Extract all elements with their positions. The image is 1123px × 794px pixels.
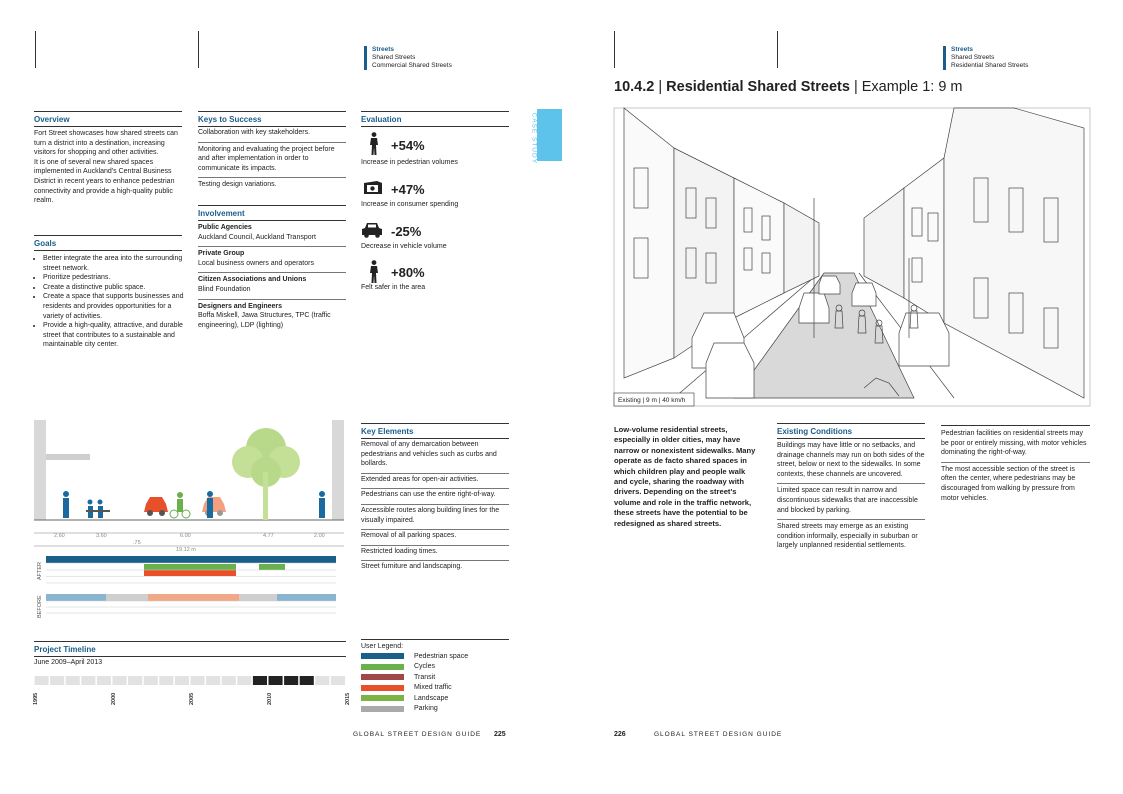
overview-heading: Overview — [34, 111, 182, 127]
top-rule — [777, 31, 778, 68]
timeline-year-block — [222, 676, 236, 685]
before-traffic-bar — [148, 594, 239, 601]
after-label: AFTER — [37, 561, 43, 580]
key-item: Monitoring and evaluating the project before and after implementation in order to communicate its impacts. — [198, 143, 346, 179]
col3-paragraph: Pedestrian facilities on residential streets may be poor or entirely missing, with motor vehicles dominating the right-of-way. — [941, 427, 1090, 463]
key-element-item: Removal of all parking spaces. — [361, 530, 509, 546]
dimension-total: 19.12 m — [176, 547, 196, 553]
involvement-group — [198, 221, 346, 247]
legend — [361, 639, 509, 714]
timeline-year-block — [35, 676, 49, 685]
timeline-year-label: 1995 — [33, 692, 39, 705]
col3-paragraph: The most accessible section of the street is often the center, where pedestrians may be discouraged from walking by pressure from motor vehicles. — [941, 465, 1076, 502]
after-landscape-bar — [259, 564, 285, 570]
legend-item — [361, 662, 509, 673]
legend-item — [361, 651, 509, 662]
involvement-title: Public Agencies — [198, 224, 252, 231]
building-left — [34, 420, 46, 520]
breadcrumb — [364, 46, 452, 70]
before-parking-bar — [239, 594, 277, 601]
timeline-year-label: 2010 — [267, 692, 273, 705]
legend-swatch — [361, 685, 404, 691]
dimension-label: 2.60 — [54, 533, 65, 539]
car-icon — [361, 222, 383, 238]
timeline-year-block — [113, 676, 127, 685]
evaluation-value: +80% — [391, 265, 425, 280]
evaluation-heading: Evaluation — [361, 111, 509, 127]
illustration-caption: Existing | 9 m | 40 km/h — [618, 397, 686, 404]
involvement-title: Designers and Engineers — [198, 302, 283, 310]
key-elements-list — [361, 439, 509, 576]
dimension-label: 2.00 — [314, 533, 325, 539]
key-element-item: Street furniture and landscaping. — [361, 563, 463, 571]
timeline-year-label: 2005 — [189, 692, 195, 705]
existing-conditions-list — [777, 439, 925, 555]
legend-item — [361, 683, 509, 694]
legend-swatch — [361, 674, 404, 680]
timeline-heading: Project Timeline — [34, 641, 346, 657]
key-item: Testing design variations. — [198, 181, 277, 189]
before-parking-bar — [106, 594, 148, 601]
timeline-year-block — [253, 676, 267, 685]
dimension-label: 6.00 — [180, 533, 191, 539]
timeline-bar — [33, 675, 351, 707]
key-element-item: Pedestrians can use the entire right-of-way. — [361, 489, 509, 505]
goals-list — [34, 254, 184, 350]
breadcrumb — [943, 46, 1028, 70]
goal-item: • Create a distinctive public space. — [43, 283, 184, 293]
involvement-group — [198, 273, 346, 299]
timeline-range: June 2009–April 2013 — [34, 659, 103, 666]
timeline-year-block — [128, 676, 142, 685]
timeline-year-block — [237, 676, 251, 685]
legend-label: Landscape — [414, 694, 449, 702]
legend-swatch — [361, 706, 404, 712]
goal-item: • Create a space that supports businesses and residents and provides opportunities for a variety of activities. — [43, 292, 184, 321]
before-label: BEFORE — [37, 595, 43, 618]
timeline-year-block — [66, 676, 80, 685]
dimension-label: .75 — [133, 540, 141, 546]
timeline-year-block — [50, 676, 64, 685]
key-elements-heading: Key Elements — [361, 423, 509, 439]
timeline-year-block — [284, 676, 298, 685]
page-number: 225 — [494, 731, 506, 738]
legend-title: User Legend: — [361, 643, 404, 650]
timeline-year-block — [144, 676, 158, 685]
key-element-item: Restricted loading times. — [361, 546, 509, 562]
existing-item: Limited space can result in narrow and discontinuous sidewalks that are inaccessible and blocked by parking. — [777, 484, 925, 520]
timeline-year-label: 2000 — [111, 692, 117, 705]
key-element-item: Removal of any demarcation between pedestrians and vehicles such as curbs and bollards. — [361, 439, 509, 474]
timeline-year-block — [300, 676, 314, 685]
breadcrumb-level1[interactable]: Streets — [951, 46, 974, 53]
timeline-year-block — [159, 676, 173, 685]
evaluation-label: Felt safer in the area — [361, 284, 426, 291]
key-element-item: Extended areas for open-air activities. — [361, 474, 509, 490]
legend-item — [361, 704, 509, 715]
timeline-year-block — [269, 676, 283, 685]
involvement-title: Citizen Associations and Unions — [198, 276, 307, 284]
goal-item: • Prioritize pedestrians. — [43, 273, 184, 283]
evaluation-item — [361, 130, 511, 172]
timeline-year-block — [81, 676, 95, 685]
case-study-tab-block — [537, 109, 562, 161]
evaluation-value: +47% — [391, 182, 425, 197]
footer-title: GLOBAL STREET DESIGN GUIDE — [654, 731, 783, 738]
evaluation-item — [361, 220, 511, 256]
pedestrian-figures — [63, 491, 325, 518]
page-number: 226 — [614, 731, 626, 738]
overview-text — [34, 129, 184, 206]
top-rule — [198, 31, 199, 68]
existing-item: Shared streets may emerge as an existing condition informally, especially in suburban or largely unplanned residential settlements. — [777, 523, 918, 550]
evaluation-label: Increase in consumer spending — [361, 201, 459, 208]
involvement-group — [198, 247, 346, 273]
street-illustration — [614, 108, 1090, 406]
footer-title: GLOBAL STREET DESIGN GUIDE — [353, 731, 482, 738]
evaluation-item — [361, 178, 511, 214]
title-name: Residential Shared Streets — [666, 79, 850, 95]
before-sidewalk-bar — [46, 594, 106, 601]
timeline-year-block — [315, 676, 329, 685]
legend-item — [361, 672, 509, 683]
cyclist-figure — [170, 492, 190, 518]
dimension-label: 3.60 — [96, 533, 107, 539]
legend-swatch — [361, 664, 404, 670]
overview-paragraph: It is one of several new shared spaces implemented in Auckland's Central Business District in recent years to enhance pedestrian connectivity and provide a high-quality public realm. — [34, 158, 175, 205]
canopy — [46, 454, 90, 460]
top-rule — [35, 31, 36, 68]
case-study-label: CASE STUDY — [530, 112, 538, 165]
legend-label: Transit — [414, 673, 436, 681]
timeline-year-block — [206, 676, 220, 685]
car-figures — [144, 497, 226, 516]
keys-heading: Keys to Success — [198, 111, 346, 127]
legend-label: Parking — [414, 705, 438, 713]
legend-label: Cycles — [414, 663, 436, 671]
involvement-list — [198, 221, 346, 334]
overview-paragraph: Fort Street showcases how shared streets can turn a district into a destination, increasing visitors for shopping and other activities. — [34, 130, 178, 157]
pedestrian-icon — [367, 132, 381, 156]
after-traffic-bar — [144, 570, 236, 576]
goal-item: • Provide a high-quality, attractive, and durable street that contributes to a sustainable and maintainable city center. — [43, 321, 184, 350]
breadcrumb-level3[interactable]: Commercial Shared Streets — [372, 62, 452, 69]
col3-text — [941, 425, 1090, 507]
keys-list — [198, 126, 346, 194]
involvement-title: Private Group — [198, 250, 245, 258]
legend-swatch — [361, 695, 404, 701]
breadcrumb-level1[interactable]: Streets — [372, 46, 395, 53]
existing-conditions-heading: Existing Conditions — [777, 423, 925, 439]
breadcrumb-level3[interactable]: Residential Shared Streets — [951, 62, 1029, 69]
page-title: 10.4.2 | Residential Shared Streets | Example 1: 9 m — [614, 79, 963, 95]
key-element-item: Accessible routes along building lines for the visually impaired. — [361, 505, 509, 530]
cash-register-icon — [362, 180, 384, 196]
street-section-diagram — [34, 420, 344, 620]
involvement-group — [198, 300, 346, 335]
timeline-year-block — [175, 676, 189, 685]
timeline-year-block — [331, 676, 345, 685]
evaluation-label: Increase in pedestrian volumes — [361, 159, 458, 166]
timeline-year-label: 2015 — [345, 692, 351, 705]
involvement-text: Boffa Miskell, Jawa Structures, TPC (traffic engineering), LDP (lighting) — [198, 312, 331, 329]
involvement-text: Auckland Council, Auckland Transport — [198, 233, 316, 241]
pedestrian-icon — [367, 260, 381, 284]
key-item: Collaboration with key stakeholders. — [198, 126, 346, 143]
tree-illustration — [232, 428, 300, 520]
evaluation-label: Decrease in vehicle volume — [361, 243, 447, 250]
evaluation-value: -25% — [391, 224, 422, 239]
legend-swatch — [361, 653, 404, 659]
evaluation-item — [361, 259, 511, 295]
building-right — [332, 420, 344, 520]
legend-label: Mixed traffic — [414, 684, 452, 692]
legend-label: Pedestrian space — [414, 652, 469, 660]
legend-item — [361, 693, 509, 704]
after-pedestrian-bar — [46, 556, 336, 563]
title-example: Example 1: 9 m — [861, 79, 963, 95]
evaluation-value: +54% — [391, 138, 425, 153]
top-rule — [614, 31, 615, 68]
timeline-year-block — [97, 676, 111, 685]
goal-item: • Better integrate the area into the surrounding street network. — [43, 254, 184, 273]
dimension-label: 4.77 — [263, 533, 274, 539]
involvement-heading: Involvement — [198, 205, 346, 221]
timeline-year-block — [191, 676, 205, 685]
case-study-tab — [526, 109, 562, 165]
before-sidewalk-bar — [277, 594, 336, 601]
breadcrumb-level2[interactable]: Shared Streets — [372, 54, 416, 61]
title-number: 10.4.2 — [614, 79, 655, 95]
after-cycle-bar — [144, 564, 236, 570]
intro-text: Low-volume residential streets, especially in older cities, may have narrow or nonexistent sidewalks. Many operate as de facto shared spaces in which children play and people walk and cycle, sharing the roadway with drivers. Depending on the street's volume and role in the traffic network, these streets have the potential to be redesigned as shared streets. — [614, 425, 756, 528]
goals-heading: Goals — [34, 235, 182, 251]
involvement-text: Blind Foundation — [198, 285, 251, 293]
involvement-text: Local business owners and operators — [198, 259, 314, 267]
existing-item: Buildings may have little or no setbacks, and drainage channels may run on both sides of the street, below or next to the sidewalks. In some contexts, these channels are uncovered. — [777, 439, 925, 484]
breadcrumb-level2[interactable]: Shared Streets — [951, 54, 995, 61]
